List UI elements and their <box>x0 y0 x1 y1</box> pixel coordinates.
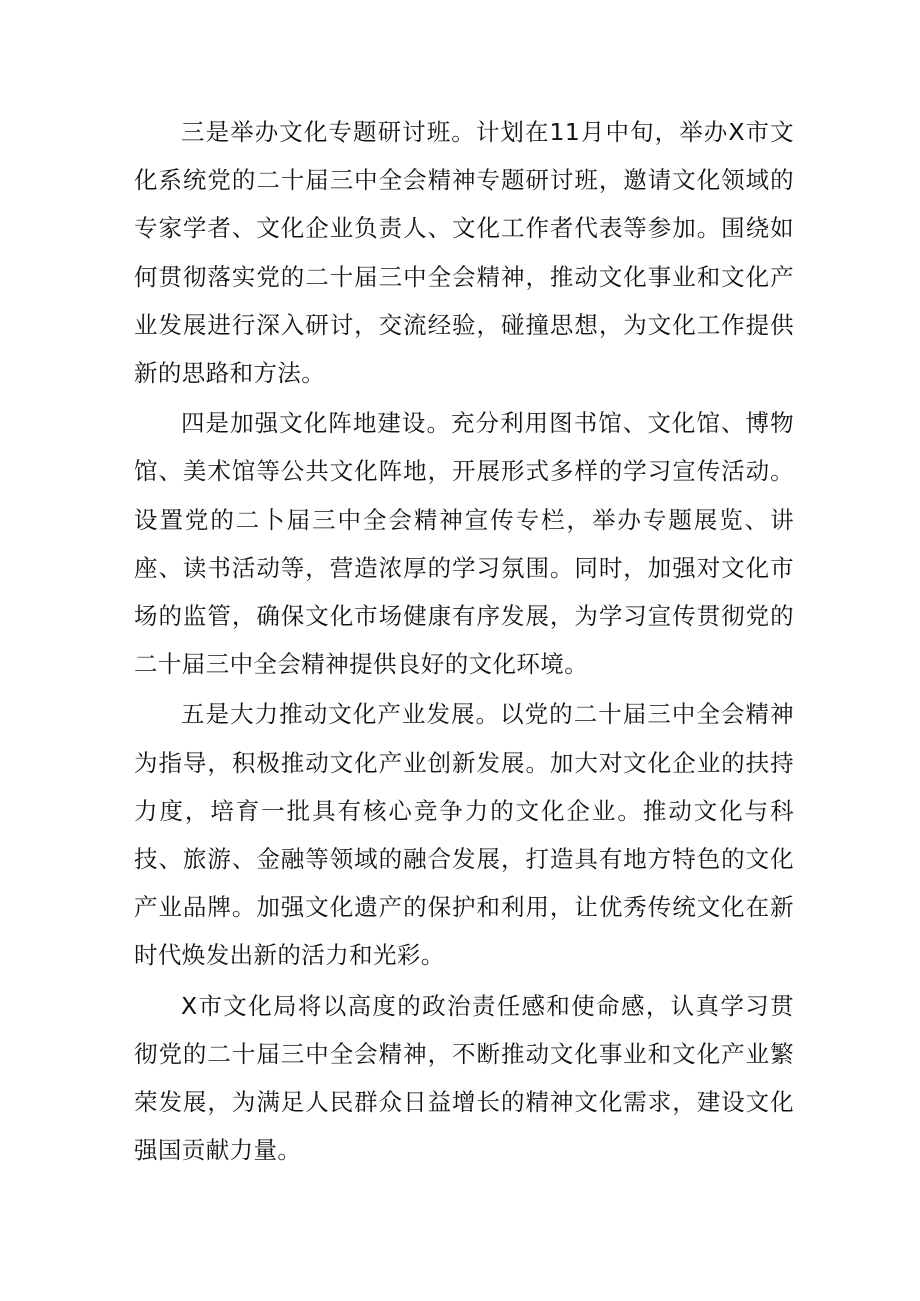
paragraph-cultural-seminar: 三是举办文化专题研讨班。计划在11月中旬，举办X市文化系统党的二十届三中全会精神专题研讨班，邀请文化领域的专家学者、文化企业负责人、文化工作者代表等参加。围绕如何贯彻落实党的二十届三中全会精神，推动文化事业和文化产业发展进行深入研讨，交流经验，碰撞思想，为文化工作提供新的思路和方法。 <box>134 118 794 388</box>
document-body <box>134 108 794 1176</box>
paragraph-conclusion: X市文化局将以高度的政治责任感和使命感，认真学习贯彻党的二十届三中全会精神，不断推动文化事业和文化产业繁荣发展，为满足人民群众日益增长的精神文化需求，建设文化强国贡献力量。 <box>134 991 794 1165</box>
paragraph-cultural-industry: 五是大力推动文化产业发展。以党的二十届三中全会精神为指导，积极推动文化产业创新发展。加大对文化企业的扶持力度，培育一批具有核心竞争力的文化企业。推动文化与科技、旅游、金融等领域的融合发展，打造具有地方特色的文化产业品牌。加强文化遗产的保护和利用，让优秀传统文化在新时代焕发出新的活力和光彩。 <box>134 700 794 970</box>
paragraph-cultural-venues: 四是加强文化阵地建设。充分利用图书馆、文化馆、博物馆、美术馆等公共文化阵地，开展形式多样的学习宣传活动。设置党的二卜届三中全会精神宣传专栏，举办专题展览、讲座、读书活动等，营造浓厚的学习氛围。同时，加强对文化市场的监管，确保文化市场健康有序发展，为学习宣传贯彻党的二十届三中全会精神提供良好的文化环境。 <box>134 409 794 679</box>
